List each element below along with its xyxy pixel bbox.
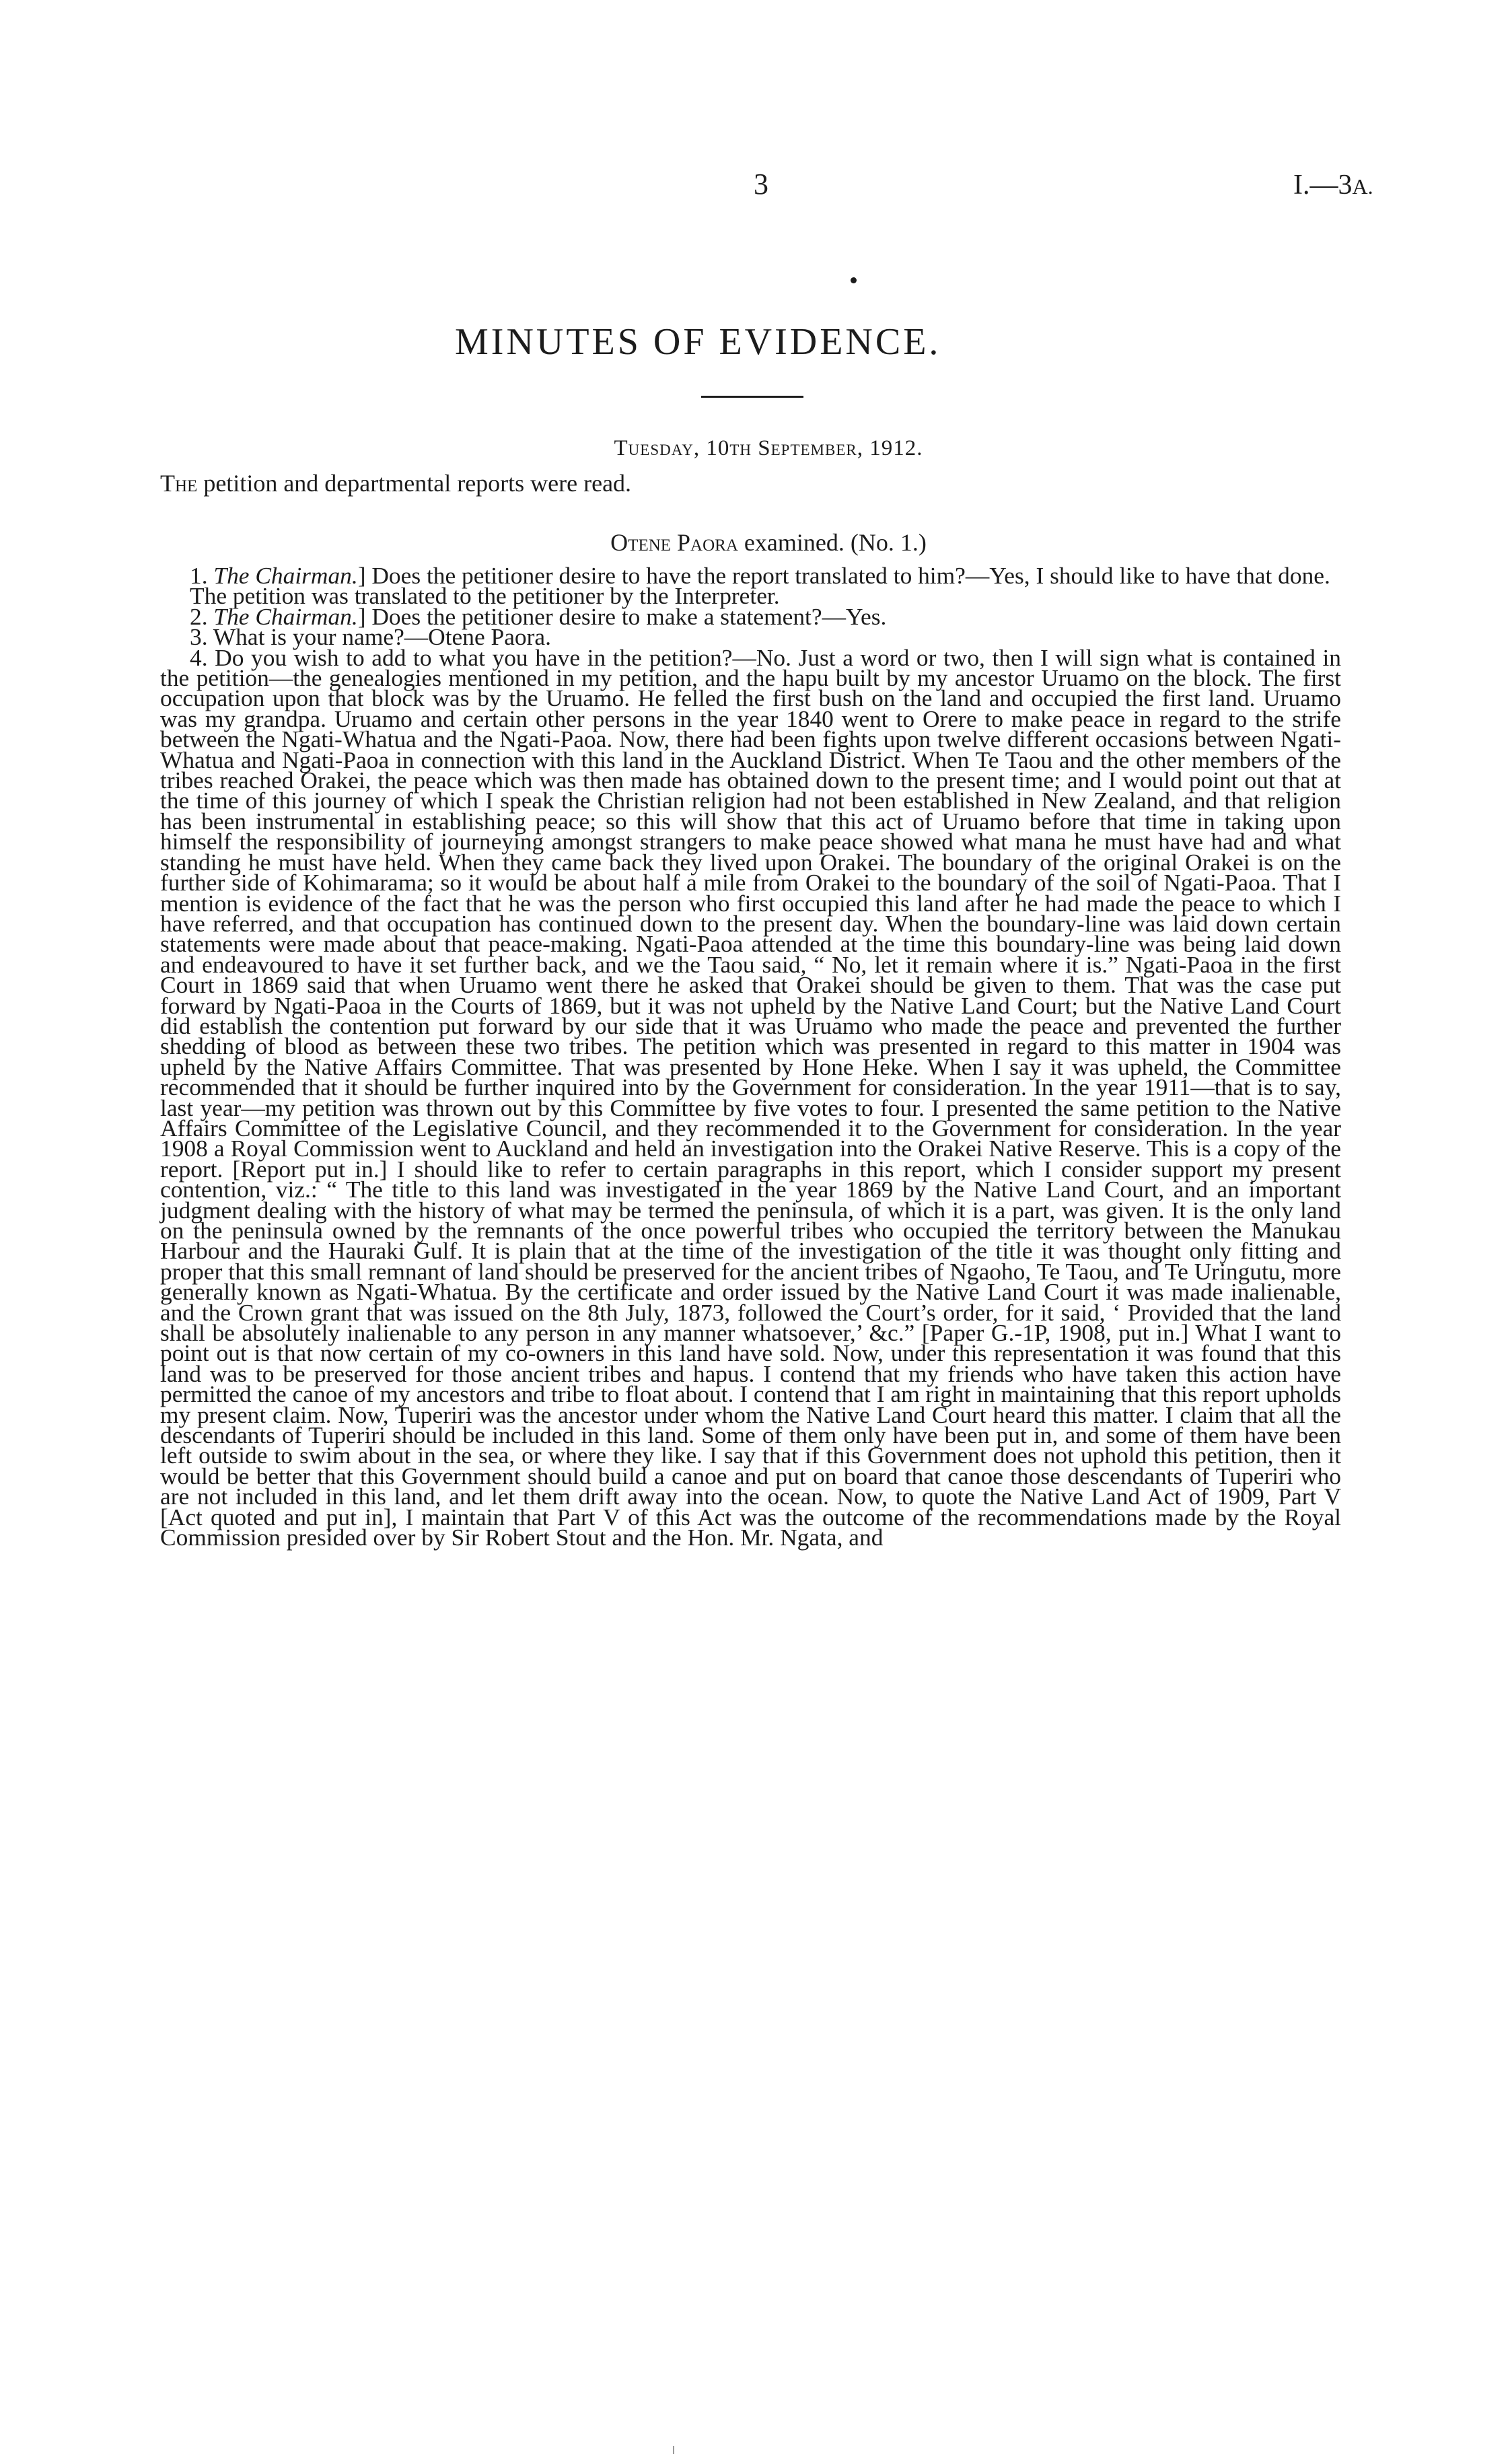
document-reference: [1293, 171, 1373, 199]
page-title: MINUTES OF EVIDENCE.: [455, 321, 941, 363]
print-dot: [851, 277, 857, 283]
page-number: 3: [754, 168, 768, 201]
question-speaker: The Chairman.: [213, 602, 358, 630]
intro-lead: The: [160, 470, 198, 497]
question-text: The petition was translated to the petitioner by the Interpreter.: [190, 582, 780, 610]
question-text: What is your name?—Otene Paora.: [213, 623, 551, 651]
document-reference-suffix: A.: [1352, 174, 1373, 199]
question-number: 3.: [190, 623, 213, 651]
question-speaker: The Chairman.: [213, 562, 358, 589]
evidence-body: [160, 562, 1342, 1551]
question-number: 1.: [190, 562, 214, 589]
witness-heading-text: examined. (No. 1.): [738, 529, 927, 556]
question-text: Do you wish to add to what you have in the petition?—No. Just a word or two, then I will sign what is contained in the petition—the genealogies mentioned in my petition, and the hapu built by my ancestor Uruamo on the block. The first occupation upon that block was by the Uruamo. He felled the first bush on the land and occupied the first land. Uruamo was my grandpa. Uruamo and certain other persons in the year 1840 went to Orere to make peace in regard to the strife between the Ngati-Whatua and the Ngati-Paoa. Now, there had been fights upon twelve different occasions between Ngati-Whatua and Ngati-Paoa in connection with this land in the Auckland District. When Te Taou and the other members of the tribes reached Orakei, the peace which was then made has obtained down to the present time; and I would point out that at the time of this journey of which I speak the Christian religion had not been established in New Zealand, and that religion has been instrumental in establishing peace; so this will show that this act of Uruamo before that time in taking upon himself the responsibility of journeying amongst strangers to make peace showed what mana he must have had and what standing he must have held. When they came back they lived upon Orakei. The boundary of the original Orakei is on the further side of Kohimarama; so it would be about half a mile from Orakei to the boundary of the soil of Ngati-Paoa. That I mention is evidence of the fact that he was the person who first occupied this land after he had made the peace to which I have referred, and that occupation has continued down to the present day. When the boundary-line was laid down certain statements were made about that peace-making. Ngati-Paoa attended at the time this boundary-line was being laid down and endeavoured to have it set further back, and we the Taou said, “ No, let it remain where it is.” Ngati-Paoa in the first Court in 1869 said that when Uruamo went there he asked that Orakei should be given to them. That was the case put forward by Ngati-Paoa in the Courts of 1869, but it was not upheld by the Native Land Court; but the Native Land Court did establish the contention put forward by our side that it was Uruamo who made the peace and prevented the further shedding of blood as between these two tribes. The petition which was presented in regard to this matter in 1904 was upheld by the Native Affairs Committee. That was presented by Hone Heke. When I say it was upheld, the Committee recommended that it should be further inquired into by the Government for consideration. In the year 1911—that is to say, last year—my petition was thrown out by this Committee by five votes to four. I presented the same petition to the Native Affairs Committee of the Legislative Council, and they recommended it to the Government for consideration. In the year 1908 a Royal Commission went to Auckland and held an investigation into the Orakei Native Reserve. This is a copy of the report. [Report put in.] I should like to refer to certain paragraphs in this report, which I consider support my present contention, viz.: “ The title to this land was investigated in the year 1869 by the Native Land Court, and an important judgment dealing with the history of what may be termed the peninsula, of which it is a part, was given. It is the only land on the peninsula owned by the remnants of the once powerful tribes who occupied the territory between the Manukau Harbour and the Hauraki Gulf. It is plain that at the time of the investigation of the title it was thought only fitting and proper that this small remnant of land should be preserved for the ancient tribes of Ngaoho, Te Taou, and Te Uringutu, more generally known as Ngati-Whatua. By the certificate and order issued by the Native Land Court it was made inalienable, and the Crown grant that was issued on the 8th July, 1873, followed the Court’s order, for it said, ‘ Provided that the land shall be absolutely inalienable to any person in any manner whatsoever,’ &c.” [Paper G.-1P, 1908, put in.] What I want to point out is that now certain of my co-owners in this land have sold. Now, under this representation it was found that this land was to be preserved for those ancient tribes and hapus. I contend that my friends who have taken this action have permitted the canoe of my ancestors and tribe to float about. I contend that I am right in maintaining that this report upholds my present claim. Now, Tuperiri was the ancestor under whom the Native Land Court heard this matter. I claim that all the descendants of Tuperiri should be included in this land. Some of them only have been put in, and some of them have been left outside to swim about in the sea, or where they like. I say that if this Government does not uphold this petition, then it would be better that this Government should build a canoe and put on board that canoe those descendants of Tuperiri who are not included in this land, and let them drift away into the ocean. Now, to quote the Native Land Act of 1909, Part V [Act quoted and put in], I maintain that Part V of this Act was the outcome of the recommendations made by the Royal Commission presided over by Sir Robert Stout and the Hon. Mr. Ngata, and: [160, 643, 1342, 1551]
question-paragraph: [160, 643, 1342, 1551]
intro-text: petition and departmental reports were read.: [197, 470, 632, 497]
document-reference-main: I.—3: [1293, 170, 1353, 201]
question-number: 4.: [190, 643, 215, 671]
question-number: 2.: [190, 602, 214, 630]
question-text: ] Does the petitioner desire to have the report translated to him?—Yes, I should like to have that done.: [357, 562, 1330, 589]
title-divider: [701, 396, 803, 398]
session-date: Tuesday, 10th September, 1912.: [614, 436, 923, 460]
witness-name: Otene Paora: [610, 529, 738, 556]
intro-line: [160, 471, 631, 495]
question-text: ] Does the petitioner desire to make a statement?—Yes.: [357, 602, 887, 630]
witness-heading: [0, 530, 1510, 555]
print-mark: [673, 2446, 674, 2454]
